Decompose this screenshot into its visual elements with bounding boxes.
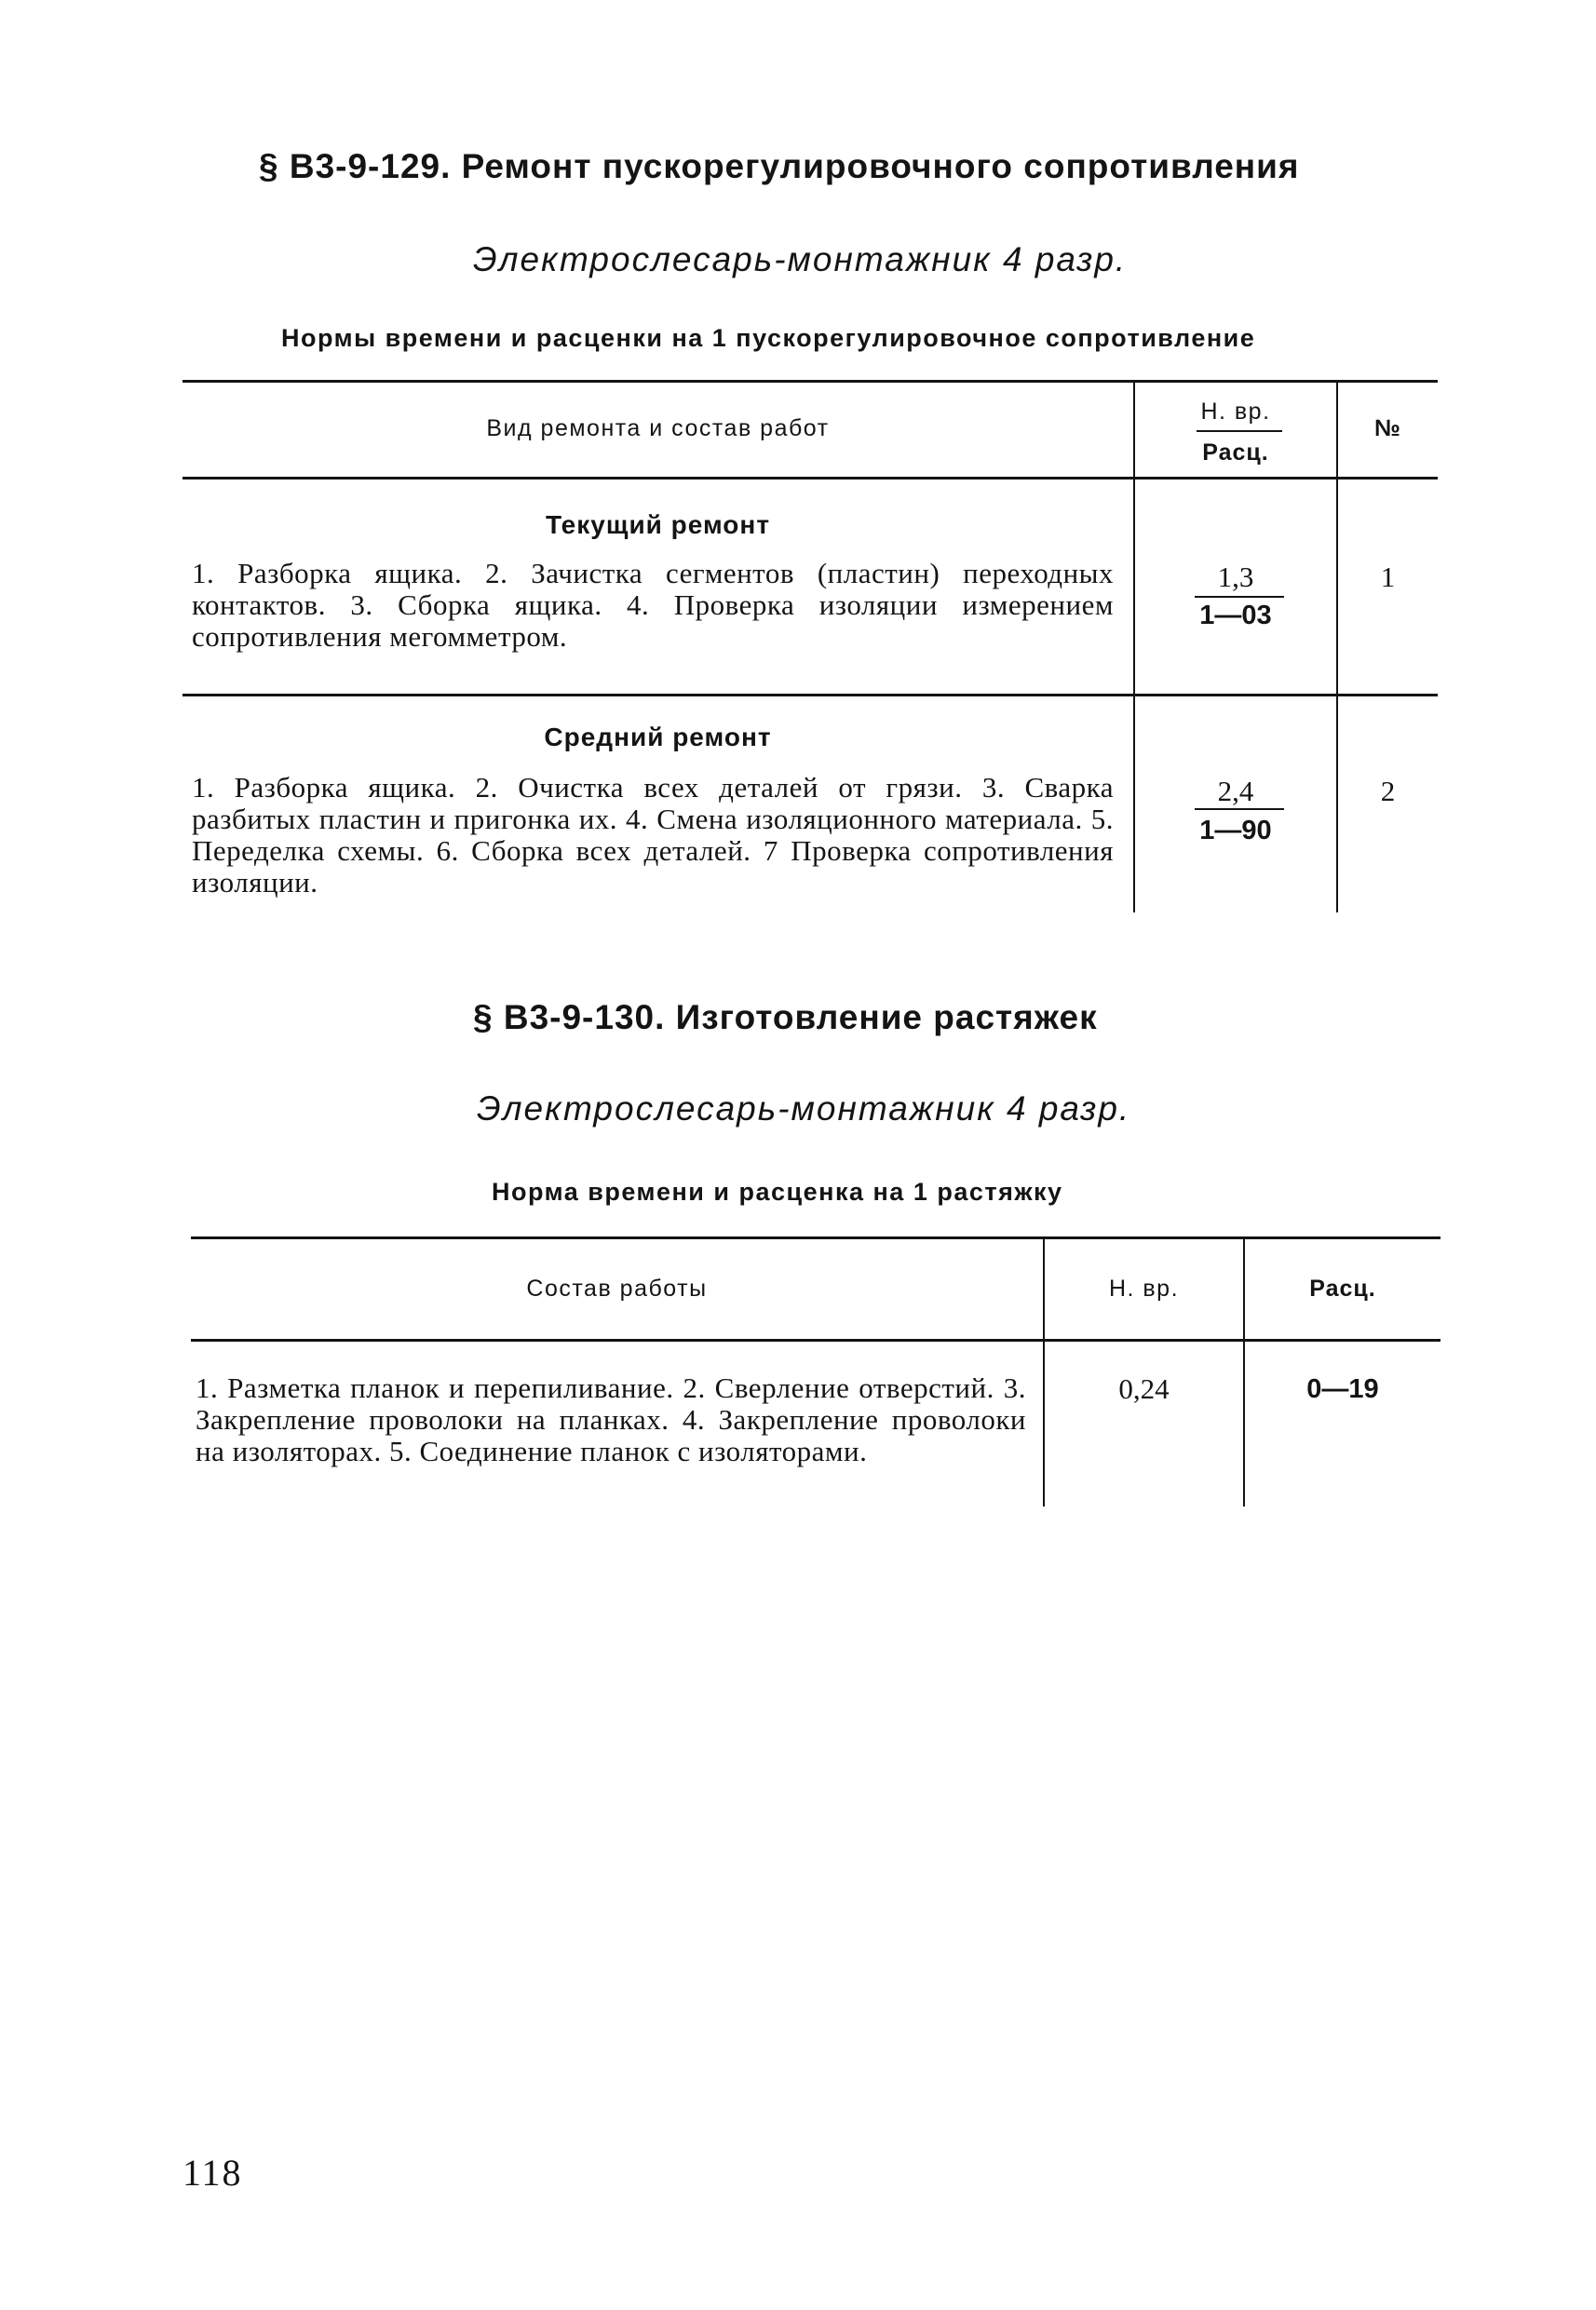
table-1-header-fraction-bar bbox=[1197, 430, 1282, 432]
table-1-row-1-subhead: Текущий ремонт bbox=[545, 510, 771, 539]
section-2-title: § В3-9-130. Изготовление растяжек bbox=[473, 998, 1098, 1036]
table-2-row-text: 1. Разметка планок и перепиливание. 2. Сверление отверстий. 3. Закрепление проволоки на планках. 4. Закрепление проволоки на изоляторах. 5. Соединение планок с изоляторами. bbox=[196, 1371, 1026, 1467]
table-1-row-1-number: 1 bbox=[1380, 561, 1396, 593]
table-1-header-work: Вид ремонта и состав работ bbox=[486, 415, 830, 441]
table-1-header-norm: Н. вр. bbox=[1200, 399, 1271, 425]
section-1-title: § В3-9-129. Ремонт пускорегулировочного сопротивления bbox=[259, 147, 1300, 185]
table-2-row-norm: 0,24 bbox=[1118, 1372, 1170, 1405]
table-1-row-2-subhead: Средний ремонт bbox=[544, 723, 772, 751]
table-1-row-1-rate: 1—03 bbox=[1199, 601, 1272, 630]
table-2-header-norm: Н. вр. bbox=[1108, 1276, 1180, 1302]
section-1-worker-grade: Электрослесарь-монтажник 4 разр. bbox=[473, 240, 1128, 278]
table-1-row-1-fraction-bar bbox=[1195, 596, 1284, 598]
table-2-row-rate: 0—19 bbox=[1306, 1374, 1379, 1404]
table-1-row-2-rate: 1—90 bbox=[1199, 816, 1272, 845]
table-1-header-rate: Расц. bbox=[1202, 439, 1269, 466]
table-1-row-divider bbox=[183, 694, 1438, 696]
table-2-top-rule bbox=[191, 1236, 1440, 1239]
table-1-header-rule bbox=[183, 477, 1438, 480]
table-1-top-rule bbox=[183, 380, 1438, 383]
table-1-row-2-text: 1. Разборка ящика. 2. Очистка всех деталей от грязи. 3. Сварка разбитых пластин и пригонка их. 4. Смена изоляционного материала. 5. Переделка схемы. 6. Сборка всех деталей. 7 Проверка сопротивления изоляции. bbox=[192, 771, 1114, 898]
section-2-worker-grade: Электрослесарь-монтажник 4 разр. bbox=[477, 1089, 1131, 1128]
table-1-row-2-fraction-bar bbox=[1195, 808, 1284, 810]
section-1-table-caption: Нормы времени и расценки на 1 пускорегулировочное сопротивление bbox=[281, 324, 1256, 352]
table-1-row-1-text: 1. Разборка ящика. 2. Зачистка сегментов (пластин) переходных контактов. 3. Сборка ящика. 4. Проверка изоляции измерением сопротивления мегомметром. bbox=[192, 557, 1114, 653]
page-number: 118 bbox=[183, 2152, 243, 2194]
table-2-header-rate: Расц. bbox=[1309, 1276, 1376, 1302]
table-1-row-1-norm: 1,3 bbox=[1217, 561, 1254, 593]
table-1-row-2-number: 2 bbox=[1380, 775, 1396, 807]
table-1-column-divider-2 bbox=[1336, 380, 1338, 912]
table-1-header-number: № bbox=[1374, 415, 1401, 441]
table-1-row-2-norm: 2,4 bbox=[1217, 775, 1254, 807]
section-2-table-caption: Норма времени и расценка на 1 растяжку bbox=[492, 1178, 1063, 1206]
table-2-header-rule bbox=[191, 1339, 1440, 1342]
table-2-header-work: Состав работы bbox=[526, 1276, 708, 1302]
